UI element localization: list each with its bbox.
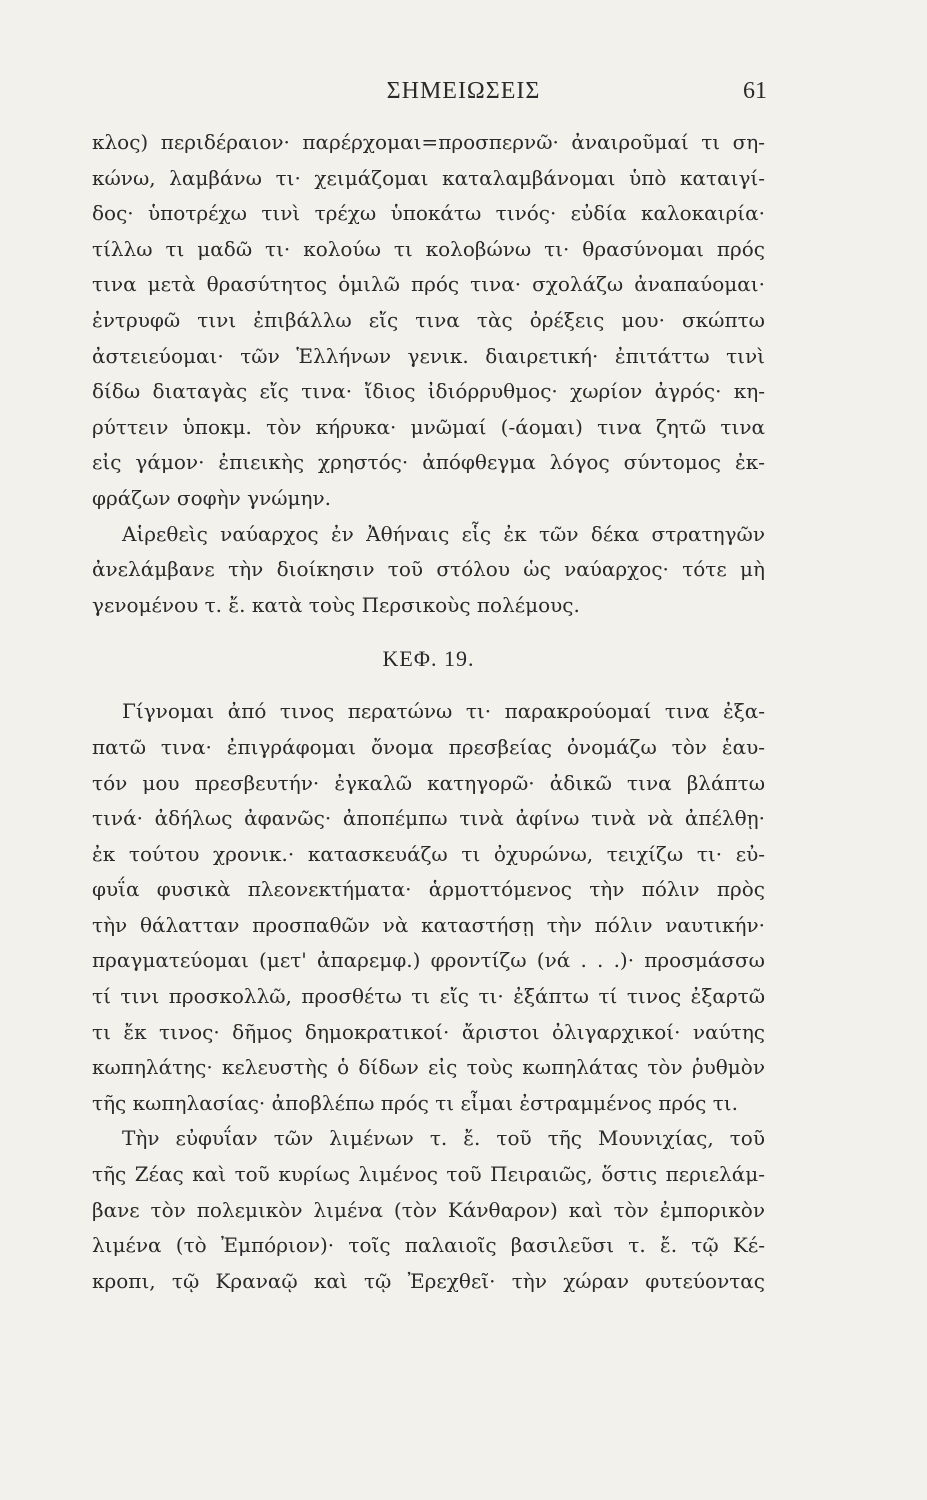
text-line: τίλλω τι μαδῶ τι· κολούω τι κολοβώνω τι· θρασύνομαι πρός: [92, 236, 765, 261]
text-line: κωπηλάτης· κελευστὴς ὁ δίδων εἰς τοὺς κωπηλάτας τὸν ῥυθμὸν: [92, 1055, 765, 1080]
text-line: ἐντρυφῶ τινι ἐπιβάλλω εἴς τινα τὰς ὀρέξεις μου· σκώπτω: [92, 307, 765, 332]
text-line: τόν μου πρεσβευτήν· ἐγκαλῶ κατηγορῶ· ἀδικῶ τινα βλάπτω: [92, 770, 765, 795]
body-text: [92, 125, 765, 1299]
text-line: φυΐα φυσικὰ πλεονεκτήματα· ἁρμοττόμενος τὴν πόλιν πρὸς: [92, 877, 765, 902]
text-line: κροπι, τῷ Κραναῷ καὶ τῷ Ἐρεχθεῖ· τὴν χώραν φυτεύοντας: [92, 1268, 765, 1293]
running-head: [0, 78, 927, 118]
page-number: 61: [743, 78, 767, 104]
text-line: δίδω διαταγὰς εἴς τινα· ἴδιος ἰδιόρρυθμος· χωρίον ἀγρός· κη-: [92, 379, 765, 404]
text-line: βανε τὸν πολεμικὸν λιμένα (τὸν Κάνθαρον) καὶ τὸν ἐμπορικὸν: [92, 1197, 765, 1222]
running-title: ΣΗΜΕΙΩΣΕΙΣ: [386, 78, 541, 104]
text-line: τῆς κωπηλασίας· ἀποβλέπω πρός τι εἶμαι ἐστραμμένος πρός τι.: [92, 1090, 739, 1115]
text-line: Αἱρεθεὶς ναύαρχος ἐν Ἀθήναις εἷς ἐκ τῶν δέκα στρατηγῶν: [122, 521, 765, 546]
text-line: εἰς γάμον· ἐπιεικὴς χρηστός· ἀπόφθεγμα λόγος σύντομος ἐκ-: [92, 450, 765, 475]
text-line: ἀστειεύομαι· τῶν Ἑλλήνων γενικ. διαιρετική· ἐπιτάττω τινὶ: [92, 343, 765, 368]
text-line: δος· ὑποτρέχω τινὶ τρέχω ὑποκάτω τινός· εὐδία καλοκαιρία·: [92, 201, 765, 226]
text-line: πατῶ τινα· ἐπιγράφομαι ὄνομα πρεσβείας ὀνομάζω τὸν ἑαυ-: [92, 734, 765, 759]
text-line: Τὴν εὐφυΐαν τῶν λιμένων τ. ἔ. τοῦ τῆς Μουνιχίας, τοῦ: [122, 1126, 765, 1151]
text-line: φράζων σοφὴν γνώμην.: [92, 485, 332, 510]
text-line: τι ἔκ τινος· δῆμος δημοκρατικοί· ἄριστοι ὀλιγαρχικοί· ναύτης: [92, 1019, 765, 1044]
text-line: τῆς Ζέας καὶ τοῦ κυρίως λιμένος τοῦ Πειραιῶς, ὅστις περιελάμ-: [92, 1162, 765, 1187]
text-line: κλος) περιδέραιον· παρέρχομαι=προσπερνῶ· ἀναιροῦμαί τι ση-: [92, 130, 765, 154]
text-line: τινά· ἀδήλως ἀφανῶς· ἀποπέμπω τινὰ ἀφίνω τινὰ νὰ ἀπέλθῃ·: [92, 806, 765, 831]
text-line: τί τινι προσκολλῶ, προσθέτω τι εἴς τι· ἐξάπτω τί τινος ἐξαρτῶ: [92, 984, 765, 1009]
chapter-heading: ΚΕΦ. 19.: [382, 646, 475, 672]
text-line: ρύττειν ὑποκμ. τὸν κήρυκα· μνῶμαί (-άομαι) τινα ζητῶ τινα: [92, 414, 765, 439]
text-line: Γίγνομαι ἀπό τινος περατώνω τι· παρακρούομαί τινα ἐξα-: [122, 699, 765, 724]
text-line: κώνω, λαμβάνω τι· χειμάζομαι καταλαμβάνομαι ὑπὸ καταιγί-: [92, 165, 765, 190]
text-line: λιμένα (τὸ Ἐμπόριον)· τοῖς παλαιοῖς βασιλεῦσι τ. ἔ. τῷ Κέ-: [92, 1233, 765, 1258]
text-line: ἀνελάμβανε τὴν διοίκησιν τοῦ στόλου ὡς ναύαρχος· τότε μὴ: [92, 557, 765, 582]
text-line: γενομένου τ. ἔ. κατὰ τοὺς Περσικοὺς πολέμους.: [92, 592, 580, 617]
text-line: πραγματεύομαι (μετ' ἀπαρεμφ.) φροντίζω (νά . . .)· προσμάσσω: [92, 948, 765, 973]
text-line: τὴν θάλατταν προσπαθῶν νὰ καταστήσῃ τὴν πόλιν ναυτικήν·: [92, 912, 765, 937]
text-line: ἐκ τούτου χρονικ.· κατασκευάζω τι ὀχυρώνω, τειχίζω τι· εὐ-: [92, 841, 765, 866]
text-line: τινα μετὰ θρασύτητος ὁμιλῶ πρός τινα· σχολάζω ἀναπαύομαι·: [92, 272, 765, 297]
